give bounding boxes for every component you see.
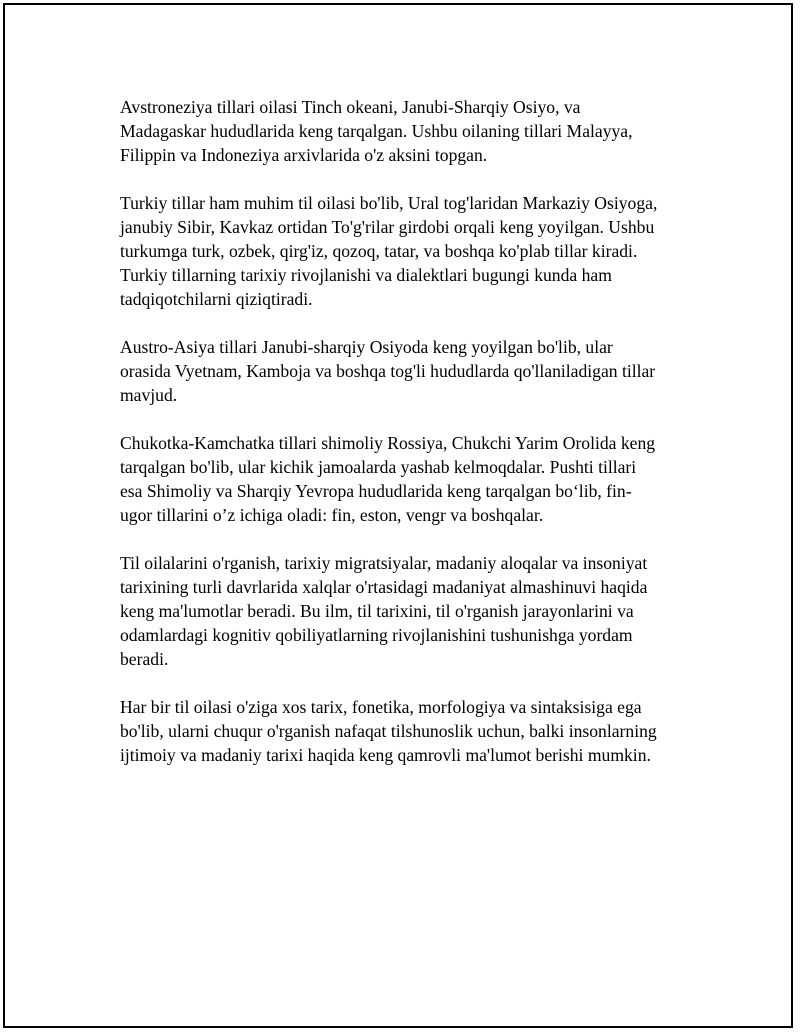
paragraph-line: orasida Vyetnam, Kamboja va boshqa tog'li hududlarda qo'llaniladigan tillar (120, 361, 656, 381)
paragraph-line: odamlardagi kognitiv qobiliyatlarning rivojlanishini tushunishga yordam (120, 625, 633, 645)
paragraph-chukotko-kamchatkan (120, 431, 700, 527)
paragraph-line: ugor tillarini o’z ichiga oladi: fin, eston, vengr va boshqalar. (120, 505, 544, 525)
paragraph-line: Turkiy tillar ham muhim til oilasi bo'lib, Ural tog'laridan Markaziy Osiyoga, (120, 193, 658, 213)
paragraph-line: Turkiy tillarning tarixiy rivojlanishi va dialektlari bugungi kunda ham (120, 265, 612, 285)
paragraph-austronesian (120, 95, 700, 167)
paragraph-line: Madagaskar hududlarida keng tarqalgan. Ushbu oilaning tillari Malayya, (120, 121, 633, 141)
paragraph-austroasiatic (120, 335, 700, 407)
paragraph-line: Austro-Asiya tillari Janubi-sharqiy Osiyoda keng yoyilgan bo'lib, ular (120, 337, 613, 357)
document-body (120, 95, 700, 791)
paragraph-line: mavjud. (120, 385, 178, 405)
paragraph-line: Avstroneziya tillari oilasi Tinch okeani, Janubi-Sharqiy Osiyo, va (120, 97, 581, 117)
paragraph-line: tadqiqotchilarni qiziqtiradi. (120, 289, 313, 309)
paragraph-line: beradi. (120, 649, 169, 669)
document-page (3, 3, 793, 1028)
paragraph-line: keng ma'lumotlar beradi. Bu ilm, til tarixini, til o'rganish jarayonlarini va (120, 601, 634, 621)
paragraph-line: janubiy Sibir, Kavkaz ortidan To'g'rilar girdobi orqali keng yoyilgan. Ushbu (120, 217, 655, 237)
paragraph-line: bo'lib, ularni chuqur o'rganish nafaqat tilshunoslik uchun, balki insonlarning (120, 721, 657, 741)
paragraph-line: Har bir til oilasi o'ziga xos tarix, fonetika, morfologiya va sintaksisiga ega (120, 697, 642, 717)
paragraph-line: Til oilalarini o'rganish, tarixiy migratsiyalar, madaniy aloqalar va insoniyat (120, 553, 648, 573)
paragraph-line: esa Shimoliy va Sharqiy Yevropa hududlarida keng tarqalgan bo‘lib, fin- (120, 481, 632, 501)
paragraph-line: Chukotka-Kamchatka tillari shimoliy Rossiya, Chukchi Yarim Orolida keng (120, 433, 656, 453)
paragraph-line: ijtimoiy va madaniy tarixi haqida keng qamrovli ma'lumot berishi mumkin. (120, 745, 651, 765)
paragraph-conclusion (120, 695, 700, 767)
paragraph-line: turkumga turk, ozbek, qirg'iz, qozoq, tatar, va boshqa ko'plab tillar kiradi. (120, 241, 638, 261)
paragraph-line: tarixining turli davrlarida xalqlar o'rtasidagi madaniyat almashinuvi haqida (120, 577, 648, 597)
paragraph-turkic (120, 191, 700, 311)
paragraph-language-families-study (120, 551, 700, 671)
paragraph-line: tarqalgan bo'lib, ular kichik jamoalarda yashab kelmoqdalar. Pushti tillari (120, 457, 637, 477)
paragraph-line: Filippin va Indoneziya arxivlarida o'z aksini topgan. (120, 145, 488, 165)
